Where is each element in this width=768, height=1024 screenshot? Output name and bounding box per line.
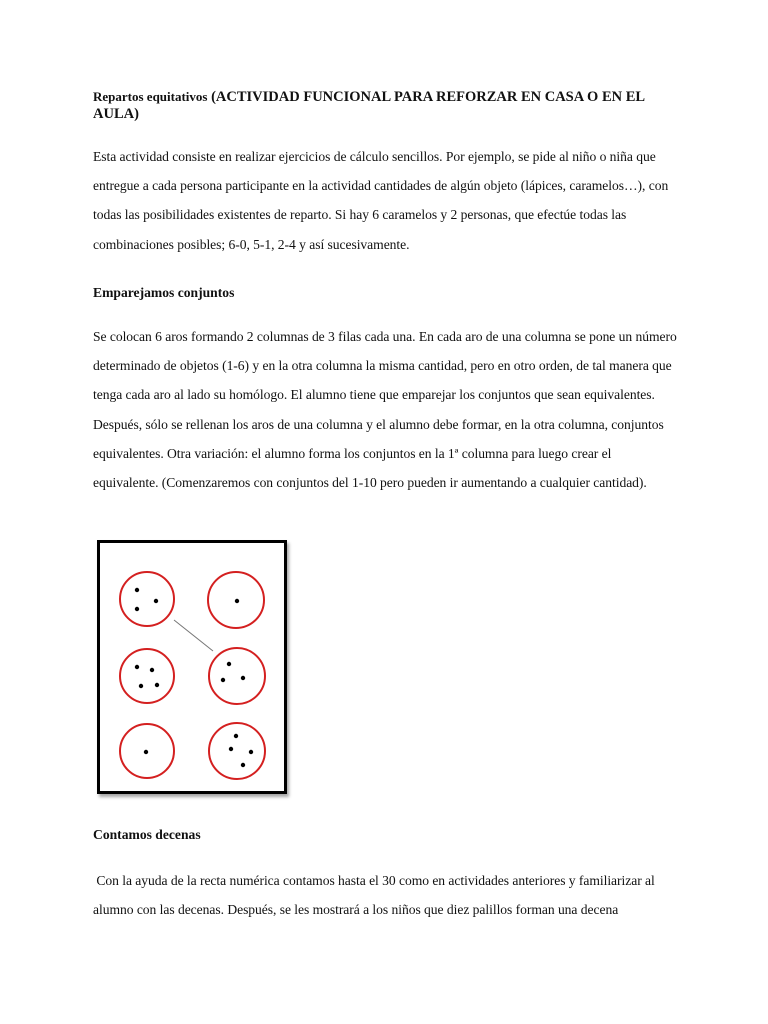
ring-left-3	[120, 724, 174, 778]
section-title-decenas: Contamos decenas	[93, 827, 201, 842]
ring-left-2	[120, 649, 174, 703]
paragraph-decenas: Con la ayuda de la recta numérica contamos hasta el 30 como en actividades anteriores y familiarizar al alumno con las decenas. Después, se les mostrará a los niños que diez palillos forman una decena	[93, 873, 659, 918]
ring-right-3	[209, 723, 265, 779]
rings-figure	[97, 540, 287, 794]
ring-left-1	[120, 572, 174, 626]
document-title	[93, 88, 678, 123]
paragraph-emparejamos: Se colocan 6 aros formando 2 columnas de 3 filas cada una. En cada aro de una columna se pone un número determinado de objetos (1-6) y en la otra columna la misma cantidad, pero en otro orden, de tal manera que tenga cada aro al lado su homólogo. El alumno tiene que emparejar los conjuntos que sean equivalentes. Después, sólo se rellenan los aros de una columna y el alumno debe formar, en la otra columna, conjuntos equivalentes. Otra variación: el alumno forma los conjuntos en la 1ª columna para luego crear el equivalente. (Comenzaremos con conjuntos del 1-10 pero pueden ir aumentando a cualquier cantidad).	[93, 329, 677, 491]
section-title-emparejamos: Emparejamos conjuntos	[93, 285, 235, 300]
ring-right-1	[208, 572, 264, 628]
ring-right-2	[209, 648, 265, 704]
rings-illustration	[100, 543, 284, 791]
matching-line	[174, 620, 213, 651]
paragraph-repartos: Esta actividad consiste en realizar ejercicios de cálculo sencillos. Por ejemplo, se pide al niño o niña que entregue a cada persona participante en la actividad cantidades de algún objeto (lápices, caramelos…), con todas las posibilidades existentes de reparto. Si hay 6 caramelos y 2 personas, que efectúe todas las combinaciones posibles; 6-0, 5-1, 2-4 y así sucesivamente.	[93, 149, 669, 252]
title-part-1: Repartos equitativos	[93, 89, 208, 104]
title-part-2: (ACTIVIDAD FUNCIONAL PARA REFORZAR EN CASA O EN EL AULA)	[93, 89, 645, 122]
